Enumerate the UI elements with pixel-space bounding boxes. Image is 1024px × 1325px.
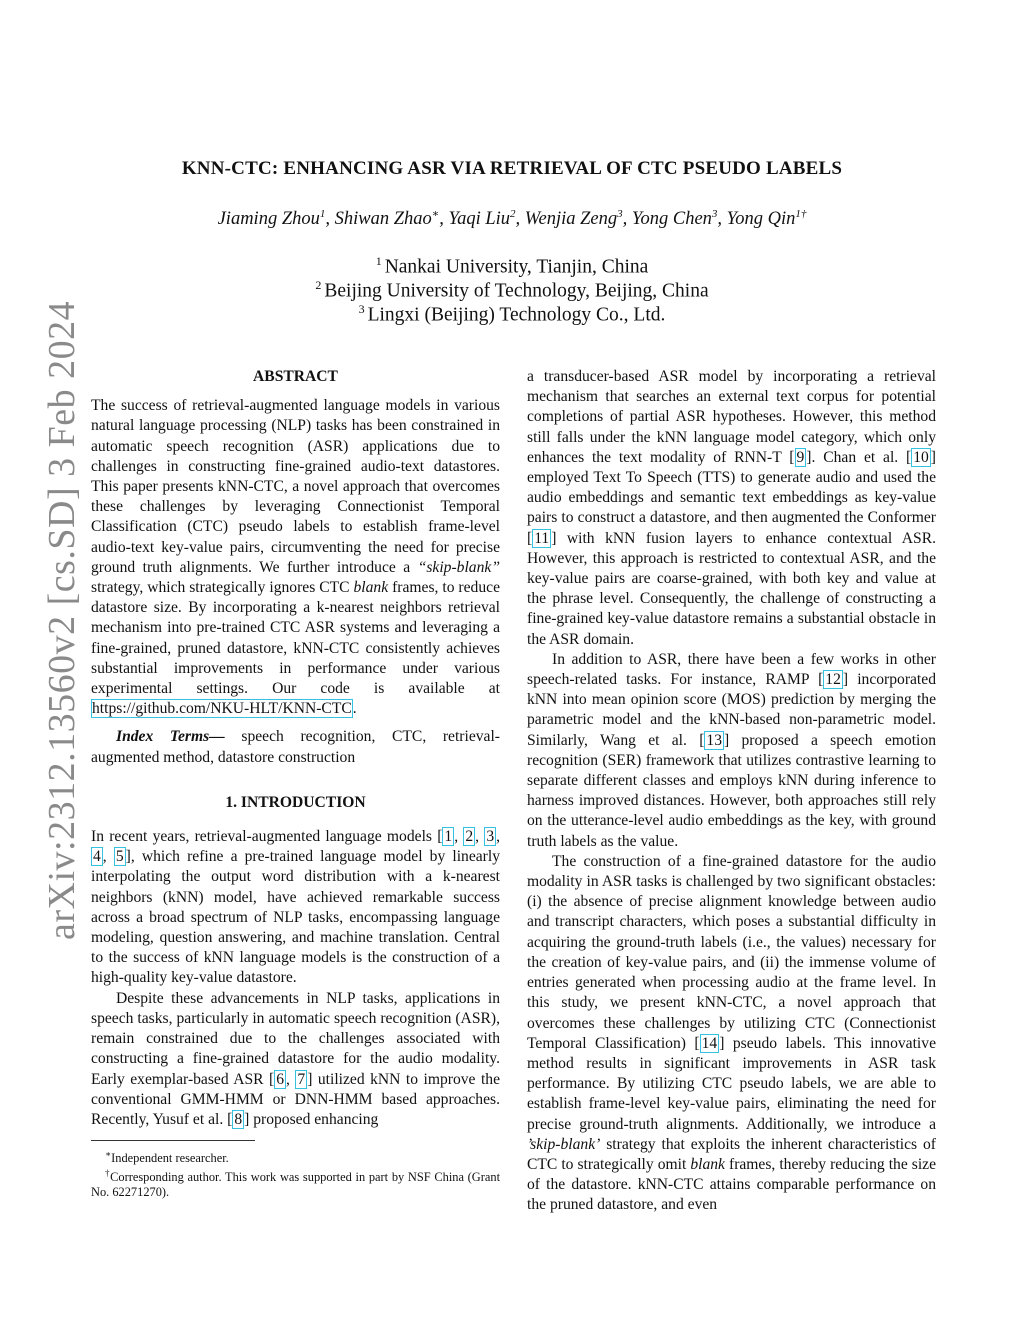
arxiv-identifier-stamp: arXiv:2312.13560v2 [cs.SD] 3 Feb 2024 — [41, 300, 83, 940]
left-column — [91, 367, 500, 1200]
citation-link[interactable]: 12 — [825, 671, 841, 689]
affiliation: $^1$ Nankai University, Tianjin, China — [375, 254, 649, 278]
intro-paragraph: Despite these advancements in NLP tasks, applications in speech tasks, particularly in automatic speech recognition (ASR), remain constrained due to the challenges associated with constructing a fine-grained datastore for the audio modality. Early exemplar-based ASR [ 6 , 7 ] utilized kNN to improve the conventional GMM-HMM or DNN-HMM based approaches. Recently, Yusuf et al. [ 8 ] proposed enhancing — [91, 989, 501, 1128]
affiliation: $^3$ Lingxi (Beijing) Technology Co., Ltd. — [358, 302, 666, 326]
author-list: Jiaming Zhou$^1$, Shiwan Zhao∗, Yaqi Liu$^2$, Wenjia Zeng$^3$, Yong Chen$^3$, Yong Qin$^{1\dagger}$ — [217, 208, 807, 230]
citation-link[interactable]: 8 — [234, 1110, 243, 1128]
index-terms: Index Terms— speech recognition, CTC, retrieval-augmented method, datastore construction — [91, 728, 500, 766]
citation-link[interactable]: 1 — [444, 828, 453, 846]
code-repository-link[interactable]: https://github.com/NKU-HLT/KNN-CTC — [92, 700, 352, 718]
author: Yaqi Liu$^2$ — [448, 208, 516, 230]
citation-link[interactable]: 5 — [115, 848, 124, 866]
author: Jiaming Zhou$^1$ — [217, 208, 326, 230]
intro-paragraph: In recent years, retrieval-augmented language models [ 1 , 2 , 3 , 4 , 5 ], which refine a pre-trained language model by linearly interpolating the output word distribution with a k-nearest neighbors (kNN) model, have achieved remarkable success across a broad spectrum of NLP tasks, encompassing language modeling, question answering, and machine translation. Central to the success of kNN language models is the construction of a high-quality key-value datastore. — [91, 828, 501, 987]
citation-link[interactable]: 7 — [297, 1070, 306, 1088]
citation-link[interactable]: 4 — [93, 848, 101, 866]
citation-link[interactable]: 3 — [486, 828, 495, 846]
right-column — [527, 367, 936, 1216]
author: Yong Chen$^3$ — [631, 208, 718, 230]
citation-link[interactable]: 10 — [913, 448, 929, 466]
introduction-heading: 1. INTRODUCTION — [225, 793, 366, 811]
paper-title: KNN-CTC: ENHANCING ASR VIA RETRIEVAL OF CTC PSEUDO LABELS — [181, 158, 843, 179]
author: Shiwan Zhao∗ — [334, 208, 440, 230]
body-paragraph: The construction of a fine-grained datastore for the audio modality in ASR tasks is challenged by two significant obstacles: (i) the absence of precise alignment knowledge between audio and transcript characters, which poses a substantial difficulty in acquiring the ground-truth labels (i.e., the values) necessary for the creation of key-value pairs, and (ii) the immense volume of entries generated when processing audio at the frame level. In this study, we present kNN-CTC, a novel approach that overcomes these challenges by utilizing CTC (Connectionist Temporal Classification) [ 14 ] pseudo labels. This innovative method results in significant improvements in ASR task performance. By utilizing CTC pseudo labels, we are able to establish frame-level key-value pairs, eliminating the need for precise ground-truth alignments. Additionally, we introduce a ’skip-blank’ strategy that exploits the inherent characteristics of CTC to strategically omit blank frames, thereby reducing the size of the datastore. kNN-CTC attains comparable performance on the pruned datastore, and even — [527, 852, 936, 1214]
citation-link[interactable]: 6 — [276, 1070, 285, 1088]
citation-link[interactable]: 11 — [534, 529, 550, 547]
citation-link[interactable]: 14 — [701, 1034, 718, 1052]
footnote: †Corresponding author. This work was supported in part by NSF China (Grant No. 62271270). — [91, 1168, 501, 1200]
citation-link[interactable]: 13 — [706, 731, 722, 749]
affiliation: $^2$ Beijing University of Technology, Beijing, China — [315, 278, 709, 302]
abstract-text: The success of retrieval-augmented language models in various natural language processing (NLP) tasks has been constrained in automatic speech recognition (ASR) applications due to challenges in constructing fine-grained audio-text datastores. This paper presents kNN-CTC, a novel approach that overcomes these challenges by leveraging Connectionist Temporal Classification (CTC) pseudo labels to establish frame-level audio-text key-value pairs, circumventing the need for precise ground truth alignments. We further introduce a “skip-blank” strategy, which strategically ignores CTC blank frames, to reduce datastore size. By incorporating a k-nearest neighbors retrieval mechanism into pre-trained CTC ASR systems and leveraging a fine-grained, pruned datastore, kNN-CTC consistently achieves substantial improvements in performance under various experimental settings. Our code is available at https://github.com/NKU-HLT/KNN-CTC. — [91, 397, 500, 718]
citation-link[interactable]: 2 — [465, 828, 474, 846]
abstract-heading: ABSTRACT — [253, 368, 338, 385]
footnote: ∗Independent researcher. — [105, 1149, 229, 1166]
body-paragraph: a transducer-based ASR model by incorporating a retrieval mechanism that searches an external text corpus for potential completions of partial ASR hypotheses. However, this method still falls under the kNN language model category, which only enhances the text modality of RNN-T [ 9 ]. Chan et al. [ 10 ] employed Text To Speech (TTS) to generate audio and used the audio embeddings and semantic text embeddings as key-value pairs to construct a datastore, and then augmented the Conformer [ 11 ] with kNN fusion layers to enhance contextual ASR. However, this approach is restricted to contextual ASR, and the key-value pairs are coarse-grained, with both key and value at the phrase level. Consequently, the challenge of constructing a fine-grained key-value datastore remains a substantial obstacle in the ASR domain. — [527, 368, 936, 648]
author: Wenjia Zeng$^3$ — [524, 208, 623, 230]
author: Yong Qin$^{1\dagger}$ — [726, 208, 807, 230]
citation-link[interactable]: 9 — [796, 448, 805, 466]
footnote-divider — [91, 1140, 255, 1141]
body-paragraph: In addition to ASR, there have been a few works in other speech-related tasks. For instance, RAMP [ 12 ] incorporated kNN into mean opinion score (MOS) prediction by merging the parametric model and the kNN-based non-parametric model. Similarly, Wang et al. [ 13 ] proposed a speech emotion recognition (SER) framework that utilizes contrastive learning to separate different classes and employs kNN during inference to harness improved distances. However, both approaches still rely on the utterance-level audio embeddings as the key, with ground truth labels as the value. — [527, 650, 936, 850]
